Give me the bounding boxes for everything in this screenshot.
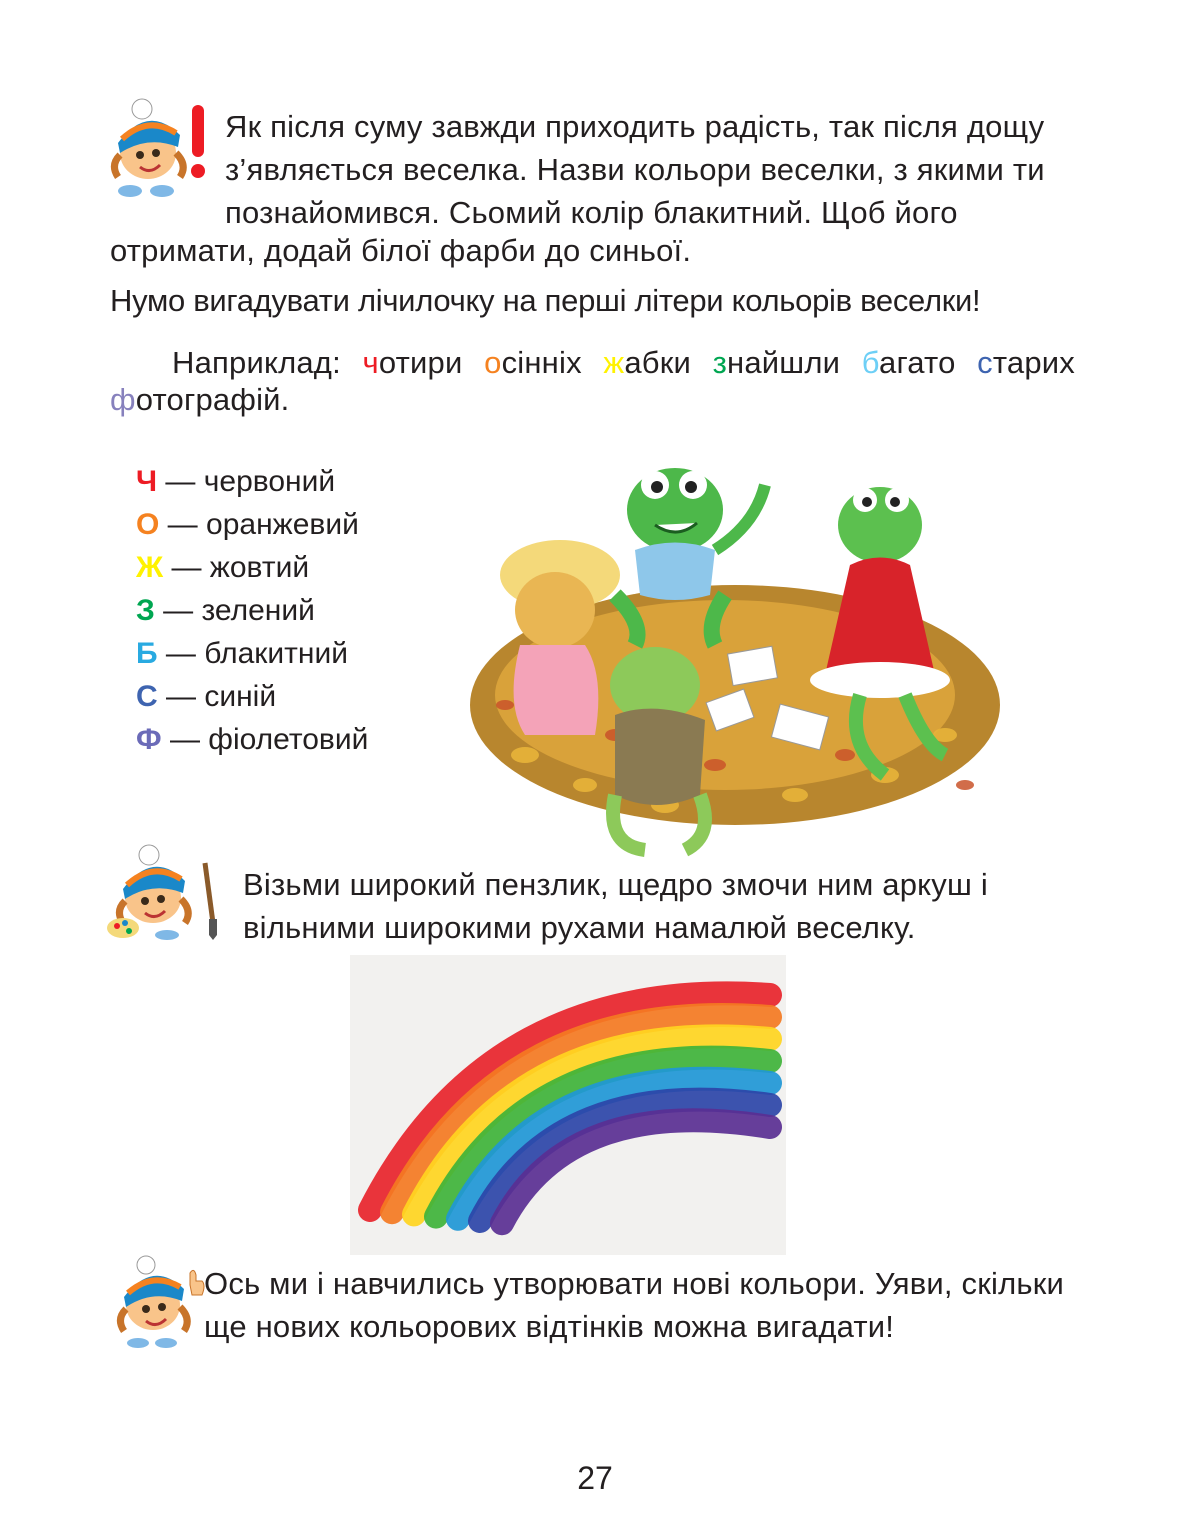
rainbow-image bbox=[350, 955, 786, 1255]
mascot-exclamation-icon bbox=[100, 95, 220, 200]
conclusion-line-1: Ось ми і навчились утворювати нові кольори. Уяви, скільки bbox=[204, 1266, 1064, 1301]
list-text: — фіолетовий bbox=[161, 723, 369, 756]
example-word-rest: тарих bbox=[992, 345, 1075, 380]
intro-line-2: з’являється веселка. Назви кольори веселки, з якими ти bbox=[225, 152, 1045, 187]
list-text: — червоний bbox=[157, 465, 336, 498]
list-item bbox=[136, 718, 368, 761]
intro-line-3: познайомився. Сьомий колір блакитний. Щоб його bbox=[225, 195, 958, 230]
list-text: — оранжевий bbox=[159, 508, 359, 541]
list-letter: З bbox=[136, 594, 155, 627]
color-letter-list bbox=[136, 460, 368, 761]
list-item bbox=[136, 503, 368, 546]
example-word-rest: абки bbox=[624, 345, 691, 380]
intro-line-4: отримати, додай білої фарби до синьої. bbox=[110, 233, 692, 268]
list-item bbox=[136, 675, 368, 718]
example-word-rest: сінніх bbox=[501, 345, 582, 380]
list-letter: С bbox=[136, 680, 158, 713]
example-word-rest: найшли bbox=[727, 345, 841, 380]
example-first-letter: ж bbox=[603, 345, 625, 380]
example-first-letter: ф bbox=[110, 382, 136, 417]
example-word bbox=[862, 340, 956, 385]
example-word bbox=[363, 340, 463, 385]
example-label: Наприклад: bbox=[172, 345, 341, 380]
example-word-rest: отографій. bbox=[135, 382, 290, 417]
example-word bbox=[713, 340, 841, 385]
example-first-letter: с bbox=[977, 345, 993, 380]
example-first-letter: б bbox=[861, 345, 880, 380]
list-text: — жовтий bbox=[163, 551, 310, 584]
list-letter: Ч bbox=[136, 465, 158, 498]
list-text: — зелений bbox=[154, 594, 315, 627]
mascot-painter-icon bbox=[105, 843, 240, 943]
conclusion-line-2: ще нових кольорових відтінків можна вигадати! bbox=[204, 1309, 895, 1344]
page-number: 27 bbox=[577, 1460, 613, 1496]
intro-line-1: Як після суму завжди приходить радість, так після дощу bbox=[225, 109, 1045, 144]
list-letter: Б bbox=[136, 637, 158, 670]
task-line-1: Візьми широкий пензлик, щедро змочи ним аркуш і bbox=[243, 867, 988, 902]
example-word bbox=[110, 382, 289, 417]
list-letter: Ф bbox=[136, 723, 162, 756]
frogs-illustration-icon bbox=[465, 455, 1010, 865]
mascot-thumbs-up-icon bbox=[108, 1255, 208, 1350]
list-text: — блакитний bbox=[157, 637, 348, 670]
prompt-text: Нумо вигадувати лічилочку на перші літери кольорів веселки! bbox=[110, 283, 981, 318]
rainbow-drawing-icon bbox=[350, 955, 786, 1255]
list-text: — синій bbox=[157, 680, 277, 713]
list-letter: Ж bbox=[136, 551, 164, 584]
list-item bbox=[136, 632, 368, 675]
example-word-rest: агато bbox=[879, 345, 956, 380]
task-line-2: вільними широкими рухами намалюй веселку. bbox=[243, 910, 916, 945]
list-letter: О bbox=[136, 508, 160, 541]
example-word-rest: отири bbox=[378, 345, 463, 380]
example-sentence bbox=[110, 340, 1075, 422]
example-word bbox=[484, 340, 582, 385]
example-word bbox=[977, 340, 1075, 385]
example-first-letter: ч bbox=[362, 345, 379, 380]
list-item bbox=[136, 546, 368, 589]
example-word bbox=[603, 340, 691, 385]
list-item bbox=[136, 589, 368, 632]
example-first-letter: з bbox=[712, 345, 728, 380]
example-first-letter: о bbox=[484, 345, 502, 380]
list-item bbox=[136, 460, 368, 503]
